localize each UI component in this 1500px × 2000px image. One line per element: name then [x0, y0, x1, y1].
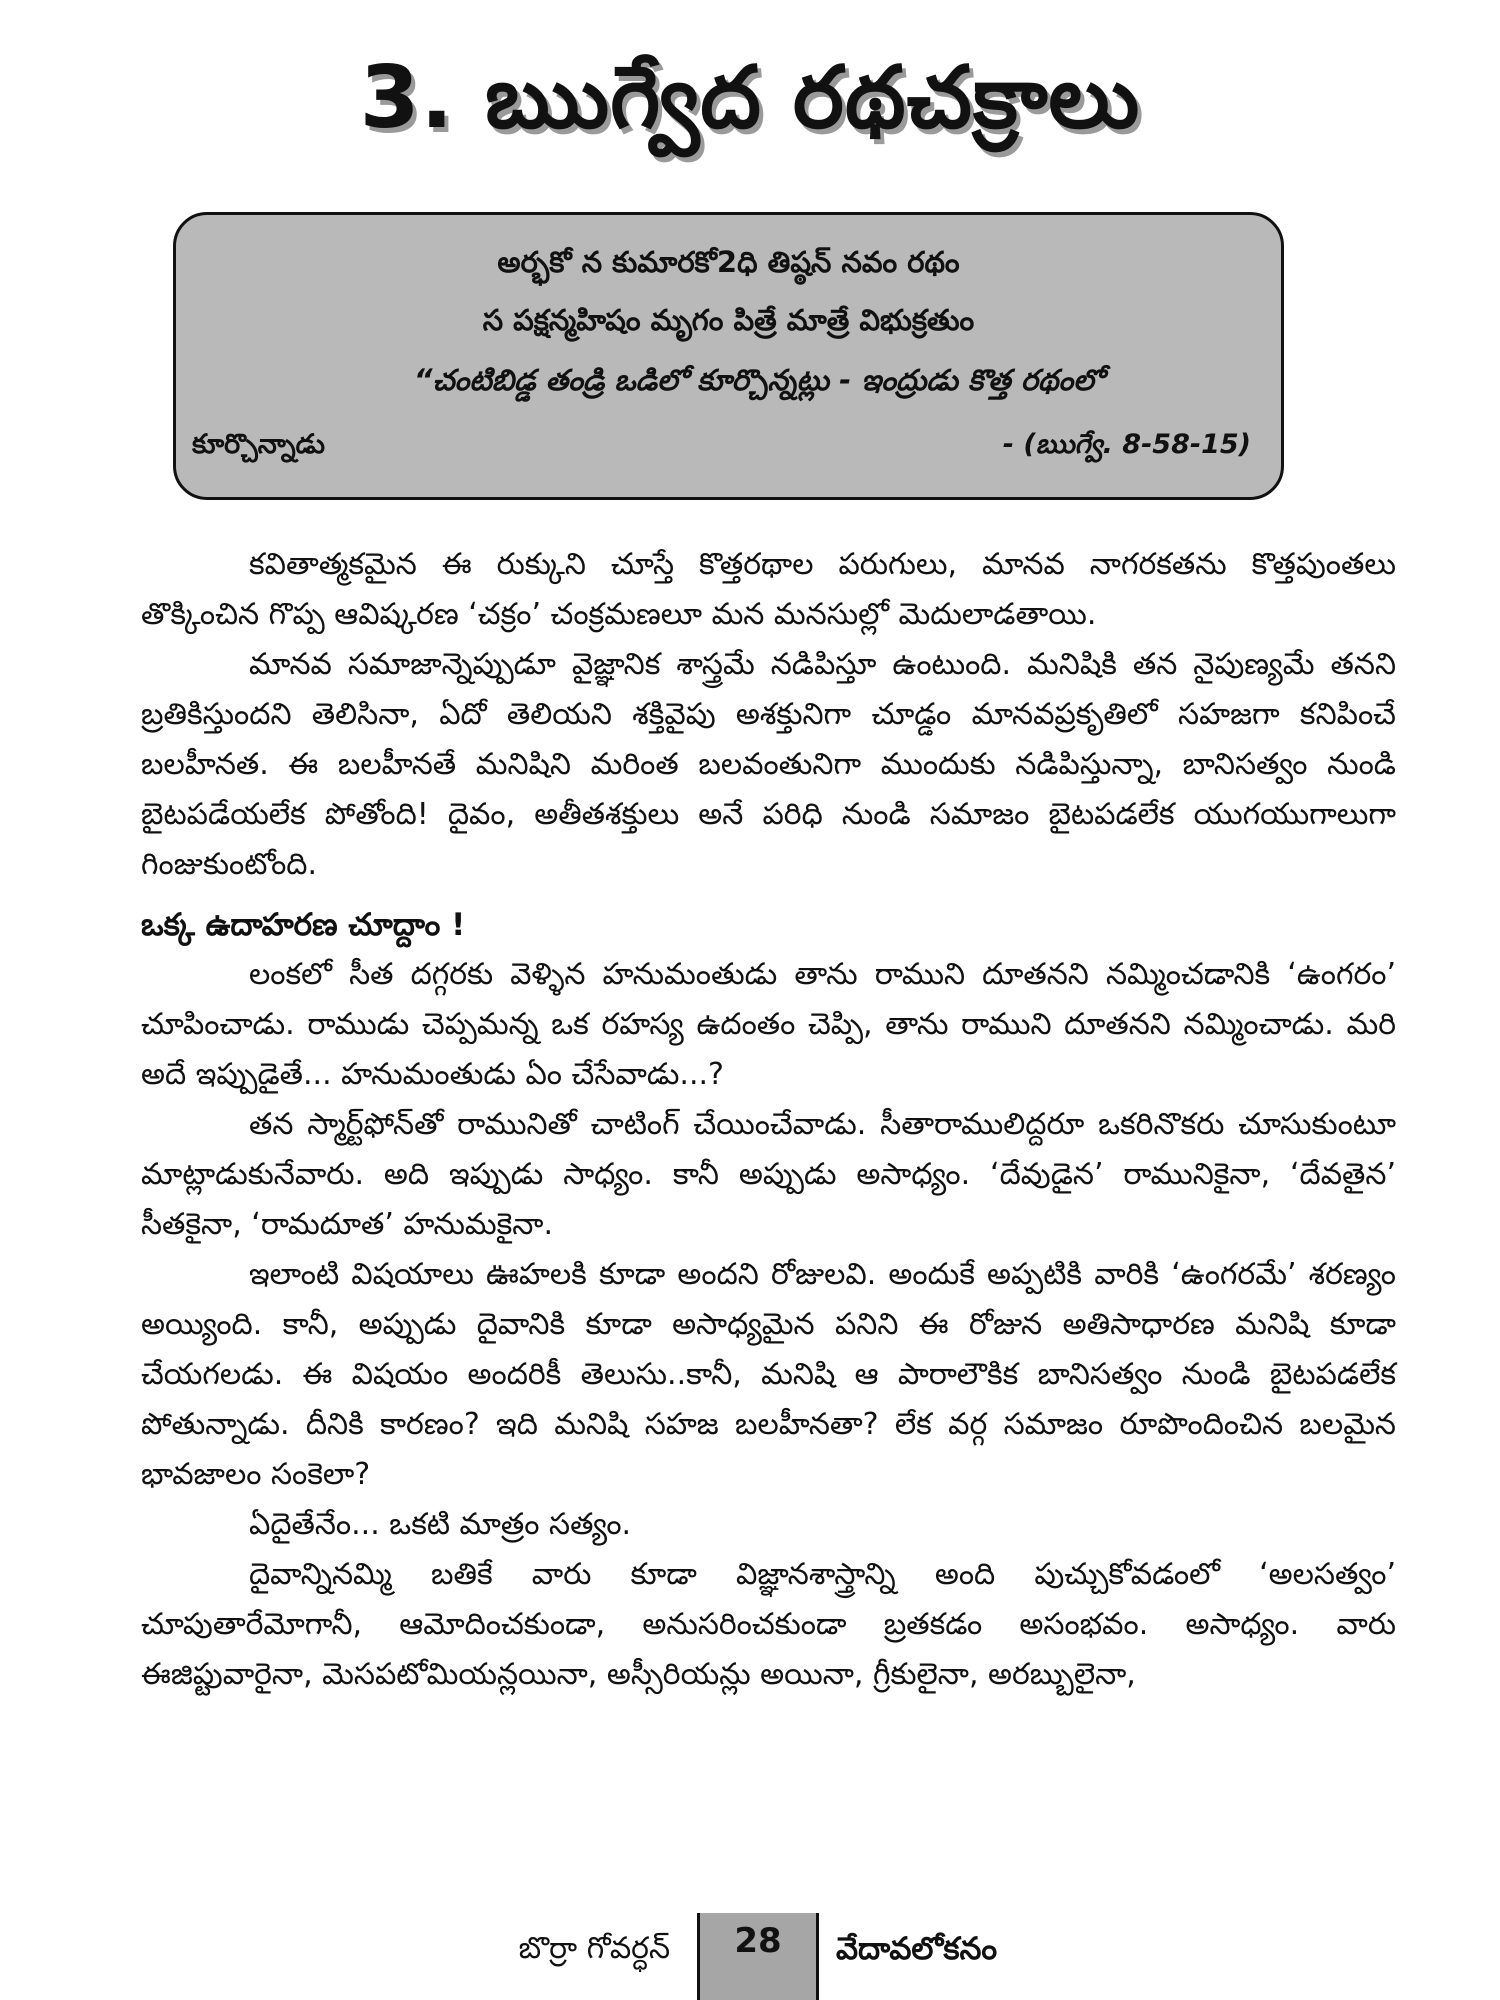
page-footer	[0, 1913, 1500, 2000]
section-heading: ఒక్క ఉదాహరణ చూద్దాం !	[141, 907, 466, 943]
verse-translation: “చంటిబిడ్డ తండ్రి ఒడిలో కూర్చొన్నట్లు - ఇంద్రుడు కొత్త రథంలో	[413, 363, 1104, 397]
paragraph: తన స్మార్ట్‌ఫోన్‌తో రామునితో చాటింగ్ చేయించేవాడు. సీతారాములిద్దరూ ఒకరినొకరు చూసుకుంటూ మాట్లాడుకునేవారు. అది ఇప్పుడు సాధ్యం. కానీ అప్పుడు అసాధ్యం. ‘దేవుడైన’ రామునికైనా, ‘దేవతైన’ సీతకైనా, ‘రామదూత’ హనుమకైనా.	[141, 1107, 1396, 1242]
paragraph: దైవాన్నినమ్మి బతికే వారు కూడా విజ్ఞానశాస్త్రాన్ని అంది పుచ్చుకోవడంలో ‘అలసత్వం’ చూపుతారేమోగానీ, ఆమోదించకుండా, అనుసరించకుండా బ్రతకడం అసంభవం. అసాధ్యం. వారు ఈజిప్టువారైనా, మెసపటోమియన్లయినా, అస్సీరియన్లు అయినా, గ్రీకులైనా, అరబ్బులైనా,	[141, 1557, 1396, 1692]
verse-line-1: అర్భకో న కుమారకో2ధి తిష్ఠన్ నవం రథం	[497, 245, 960, 279]
footer-book-title: వేదావలోకనం	[836, 1931, 998, 1967]
page-title: 3. ఋగ్వేద రథచక్రాలు	[359, 48, 1141, 148]
paragraph: మానవ సమాజాన్నెప్పుడూ వైజ్ఞానిక శాస్త్రమే నడిపిస్తూ ఉంటుంది. మనిషికి తన నైపుణ్యమే తనని బ్రతికిస్తుందని తెలిసినా, ఏదో తెలియని శక్తివైపు అశక్తునిగా చూడ్డం మానవప్రకృతిలో సహజగా కనిపించే బలహీనత. ఈ బలహీనతే మనిషిని మరింత బలవంతునిగా ముందుకు నడిపిస్తున్నా, బానిసత్వం నుండి బైటపడేయలేక పోతోంది! దైవం, అతీతశక్తులు అనే పరిధి నుండి సమాజం బైటపడలేక యుగయుగాలుగా గింజుకుంటోంది.	[141, 647, 1396, 882]
verse-line-2: స పక్షన్మహిషం మృగం పిత్రే మాత్రే విభుక్రతుం	[482, 303, 975, 337]
page-number: 28	[697, 1913, 819, 2000]
footer-author: బొర్రా గోవర్ధన్	[518, 1931, 670, 1966]
body-text	[141, 540, 1396, 1700]
verse-box	[173, 212, 1284, 500]
paragraph: ఏదైతేనేం... ఒకటి మాత్రం సత్యం.	[249, 1507, 632, 1542]
paragraph: కవితాత్మకమైన ఈ రుక్కుని చూస్తే కొత్తరథాల పరుగులు, మానవ నాగరకతను కొత్తపుంతలు తొక్కించిన గొప్ప ఆవిష్కరణ ‘చక్రం’ చంక్రమణలూ మన మనసుల్లో మెదులాడతాయి.	[141, 547, 1396, 632]
verse-reference: - (ఋగ్వే. 8-58-15)	[1002, 429, 1251, 460]
verse-translation-continued: కూర్చొన్నాడు	[192, 429, 325, 460]
paragraph: ఇలాంటి విషయాలు ఊహలకి కూడా అందని రోజులవి. అందుకే అప్పటికి వారికి ‘ఉంగరమే’ శరణ్యం అయ్యింది. కానీ, అప్పుడు దైవానికి కూడా అసాధ్యమైన పనిని ఈ రోజున అతిసాధారణ మనిషి కూడా చేయగలడు. ఈ విషయం అందరికీ తెలుసు..కానీ, మనిషి ఆ పారాలౌకిక బానిసత్వం నుండి బైటపడలేక పోతున్నాడు. దీనికి కారణం? ఇది మనిషి సహజ బలహీనతా? లేక వర్గ సమాజం రూపొందించిన బలమైన భావజాలం సంకెలా?	[141, 1257, 1397, 1492]
paragraph: లంకలో సీత దగ్గరకు వెళ్ళిన హనుమంతుడు తాను రాముని దూతనని నమ్మించడానికి ‘ఉంగరం’ చూపించాడు. రాముడు చెప్పమన్న ఒక రహస్య ఉదంతం చెప్పి, తాను రాముని దూతనని నమ్మించాడు. మరి అదే ఇప్పుడైతే... హనుమంతుడు ఏం చేసేవాడు...?	[141, 957, 1396, 1092]
